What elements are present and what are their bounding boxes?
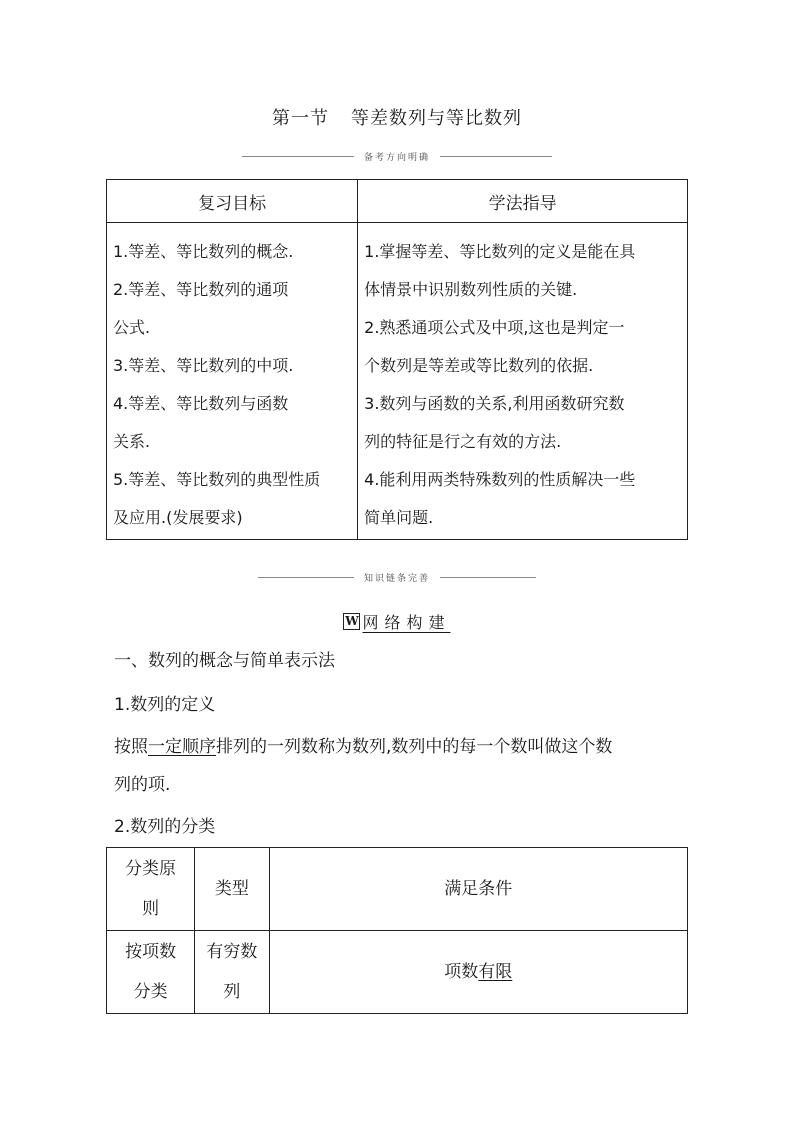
sub-heading-definition: 1.数列的定义 [114, 695, 216, 715]
sub-heading-classification: 2.数列的分类 [114, 817, 216, 837]
goals-right-line: 4.能利用两类特殊数列的性质解决一些 [364, 470, 636, 489]
divider-middle-label: 知识链条完善 [363, 574, 430, 584]
definition-paragraph: 按照一定顺序排列的一列数称为数列,数列中的每一个数叫做这个数 列的项. [114, 737, 613, 795]
divider-middle [0, 571, 794, 584]
goals-left-line: 关系. [113, 432, 151, 451]
underlined-term: 一定顺序 [148, 737, 216, 757]
goals-left-line: 及应用.(发展要求) [113, 508, 243, 527]
goals-left-line: 3.等差、等比数列的中项. [113, 356, 294, 375]
goals-left-line: 5.等差、等比数列的典型性质 [113, 470, 321, 489]
goals-right-line: 1.掌握等差、等比数列的定义是能在具 [364, 242, 636, 261]
cell-principle: 按项数 分类 [107, 931, 195, 1014]
underlined-answer: 有限 [478, 962, 513, 982]
network-label: 网络构建 [362, 613, 451, 632]
section-number: 第一节 [272, 108, 329, 129]
divider-top [0, 150, 794, 163]
goals-right-line: 列的特征是行之有效的方法. [364, 432, 562, 451]
goals-right-line: 体情景中识别数列性质的关键. [364, 280, 578, 299]
goals-left-line: 公式. [113, 318, 151, 337]
goals-left-line: 1.等差、等比数列的概念. [113, 242, 294, 261]
section-name: 等差数列与等比数列 [351, 108, 522, 129]
goals-left-cell [107, 223, 358, 540]
header-condition: 满足条件 [269, 848, 687, 931]
goals-table [106, 179, 688, 540]
goals-header-right: 学法指导 [358, 180, 688, 223]
goals-right-cell [358, 223, 688, 540]
page-title [0, 104, 794, 130]
classification-table [106, 847, 688, 1014]
divider-top-label: 备考方向明确 [363, 153, 430, 163]
cell-type: 有穷数 列 [195, 931, 269, 1014]
section1-heading: 一、数列的概念与简单表示法 [114, 651, 335, 671]
goals-right-line: 2.熟悉通项公式及中项,这也是判定一 [364, 318, 625, 337]
goals-left-line: 2.等差、等比数列的通项 [113, 280, 289, 299]
goals-right-line: 3.数列与函数的关系,利用函数研究数 [364, 394, 625, 413]
header-principle: 分类原 则 [107, 848, 195, 931]
goals-right-line: 个数列是等差或等比数列的依据. [364, 356, 594, 375]
network-heading [0, 610, 794, 633]
w-badge-icon: W [345, 614, 359, 628]
header-type: 类型 [195, 848, 269, 931]
cell-condition: 项数有限 [269, 931, 687, 1014]
goals-header-left: 复习目标 [107, 180, 358, 223]
goals-right-line: 简单问题. [364, 508, 434, 527]
goals-left-line: 4.等差、等比数列与函数 [113, 394, 289, 413]
